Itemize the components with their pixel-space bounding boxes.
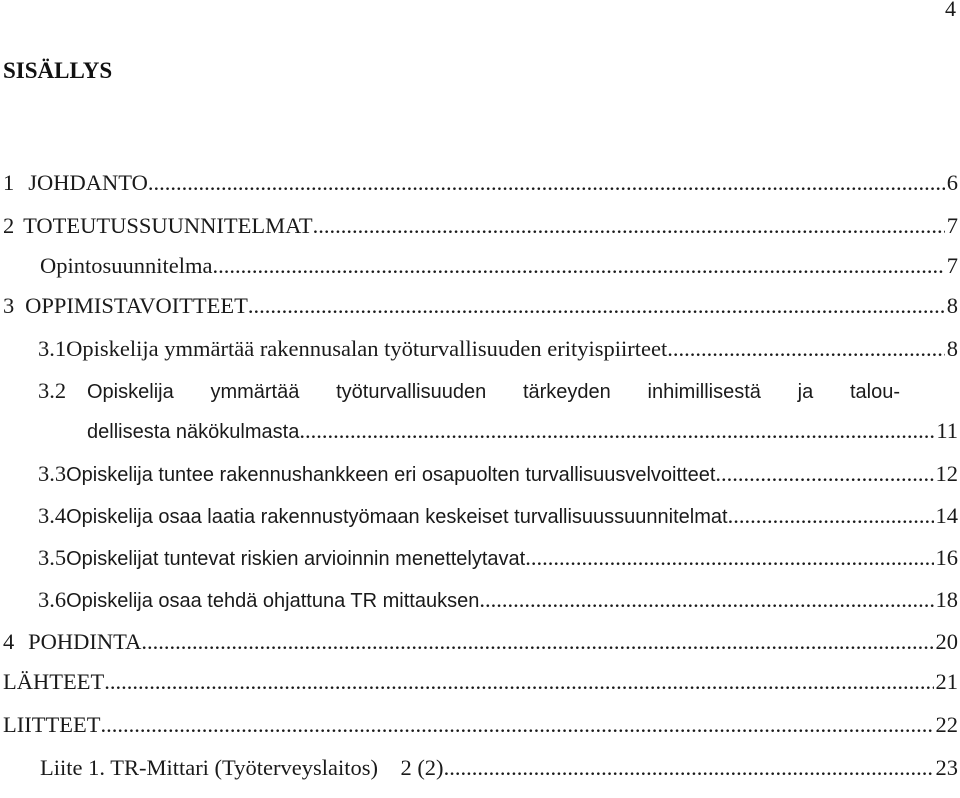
toc-entry-text: OPPIMISTAVOITTEET xyxy=(25,293,248,318)
toc-entry-number: 3.2 xyxy=(38,378,67,403)
toc-entry-text: Opiskelija osaa tehdä ohjattuna TR mittauksen xyxy=(66,590,480,612)
toc-entry-number: 3.5 xyxy=(38,545,67,570)
toc-entry-page: 14 xyxy=(935,503,958,528)
toc-entry-pohdinta[interactable] xyxy=(0,629,958,669)
toc-entry-text: JOHDANTO xyxy=(28,170,148,195)
toc-entry-page: 16 xyxy=(935,545,958,570)
toc-entry-text: Opiskelijat tuntevat riskien arvioinnin menettelytavat xyxy=(66,548,526,570)
toc-entry-page: 8 xyxy=(946,293,958,318)
toc-entry-3-3[interactable] xyxy=(0,461,958,503)
toc-entry-3-4[interactable] xyxy=(0,503,958,545)
dot-leader xyxy=(715,461,933,487)
toc-entry-text: Liite 1. TR-Mittari (Työterveyslaitos) 2 (2) xyxy=(40,755,444,780)
toc-entry-number: 3 xyxy=(3,293,15,318)
dot-leader xyxy=(100,712,933,738)
toc-entry-page: 6 xyxy=(946,170,958,195)
toc-entry-3-2[interactable] xyxy=(0,378,958,461)
dot-leader xyxy=(728,503,934,529)
toc-entry-number: 3.1 xyxy=(38,336,67,361)
toc-entry-text: POHDINTA xyxy=(28,629,142,654)
toc-entry-page: 7 xyxy=(946,213,958,238)
toc-entry-3-5[interactable] xyxy=(0,545,958,587)
dot-leader xyxy=(148,170,945,196)
toc-entry-number: 3.6 xyxy=(38,587,67,612)
toc-entry-johdanto[interactable] xyxy=(0,170,958,213)
toc-entry-page: 18 xyxy=(935,587,958,612)
toc-entry-page: 7 xyxy=(946,253,958,278)
toc-entry-page: 12 xyxy=(935,461,958,486)
toc-title: SISÄLLYS xyxy=(3,58,113,83)
dot-leader xyxy=(299,418,934,444)
toc-entry-opintosuunnitelma[interactable] xyxy=(0,253,958,293)
toc-entry-number: 2 xyxy=(3,213,15,238)
toc-entry-page: 21 xyxy=(935,669,958,694)
toc-entry-liite-1[interactable] xyxy=(0,755,958,798)
toc-entry-number: 3.3 xyxy=(38,461,67,486)
dot-leader xyxy=(525,545,933,571)
toc-entry-number: 3.4 xyxy=(38,503,67,528)
toc-entry-text: LIITTEET xyxy=(3,712,101,737)
toc-entry-page: 23 xyxy=(935,755,958,780)
toc-entry-text: Opiskelija osaa laatia rakennustyömaan keskeiset turvallisuussuunnitelmat xyxy=(66,506,728,528)
toc-entry-page: 8 xyxy=(946,336,958,361)
toc-entry-text: LÄHTEET xyxy=(3,669,105,694)
toc-entry-text: Opintosuunnitelma xyxy=(40,253,213,278)
dot-leader xyxy=(104,669,933,695)
toc-entry-text: TOTEUTUSSUUNNITELMAT xyxy=(23,213,313,238)
dot-leader xyxy=(444,755,934,781)
toc-entry-oppimistavoitteet[interactable] xyxy=(0,293,958,336)
toc-entry-3-6[interactable] xyxy=(0,587,958,629)
page-number: 4 xyxy=(945,0,956,21)
toc-entry-text-line2: dellisesta näkökulmasta xyxy=(87,421,300,443)
dot-leader xyxy=(248,293,945,319)
toc-entry-toteutussuunnitelmat[interactable] xyxy=(0,213,958,253)
toc-entry-lahteet[interactable] xyxy=(0,669,958,712)
toc-entry-text: Opiskelija tuntee rakennushankkeen eri osapuolten turvallisuusvelvoitteet xyxy=(66,464,716,486)
toc-entry-page: 11 xyxy=(936,418,958,443)
dot-leader xyxy=(313,213,945,239)
toc-entry-number: 1 xyxy=(3,170,15,195)
toc-entry-3-1[interactable] xyxy=(0,336,958,378)
dot-leader xyxy=(213,253,945,279)
toc-entry-liitteet[interactable] xyxy=(0,712,958,755)
toc-entry-text-line1: Opiskelija ymmärtää työturvallisuuden tärkeyden inhimillisestä ja talou- xyxy=(87,381,900,403)
table-of-contents xyxy=(0,170,958,798)
toc-entry-page: 22 xyxy=(935,712,958,737)
dot-leader xyxy=(479,587,933,613)
dot-leader xyxy=(667,336,945,362)
toc-entry-page: 20 xyxy=(935,629,958,654)
toc-entry-text: Opiskelija ymmärtää rakennusalan työturvallisuuden erityispiirteet xyxy=(66,336,668,361)
toc-entry-number: 4 xyxy=(3,629,15,654)
dot-leader xyxy=(141,629,933,655)
